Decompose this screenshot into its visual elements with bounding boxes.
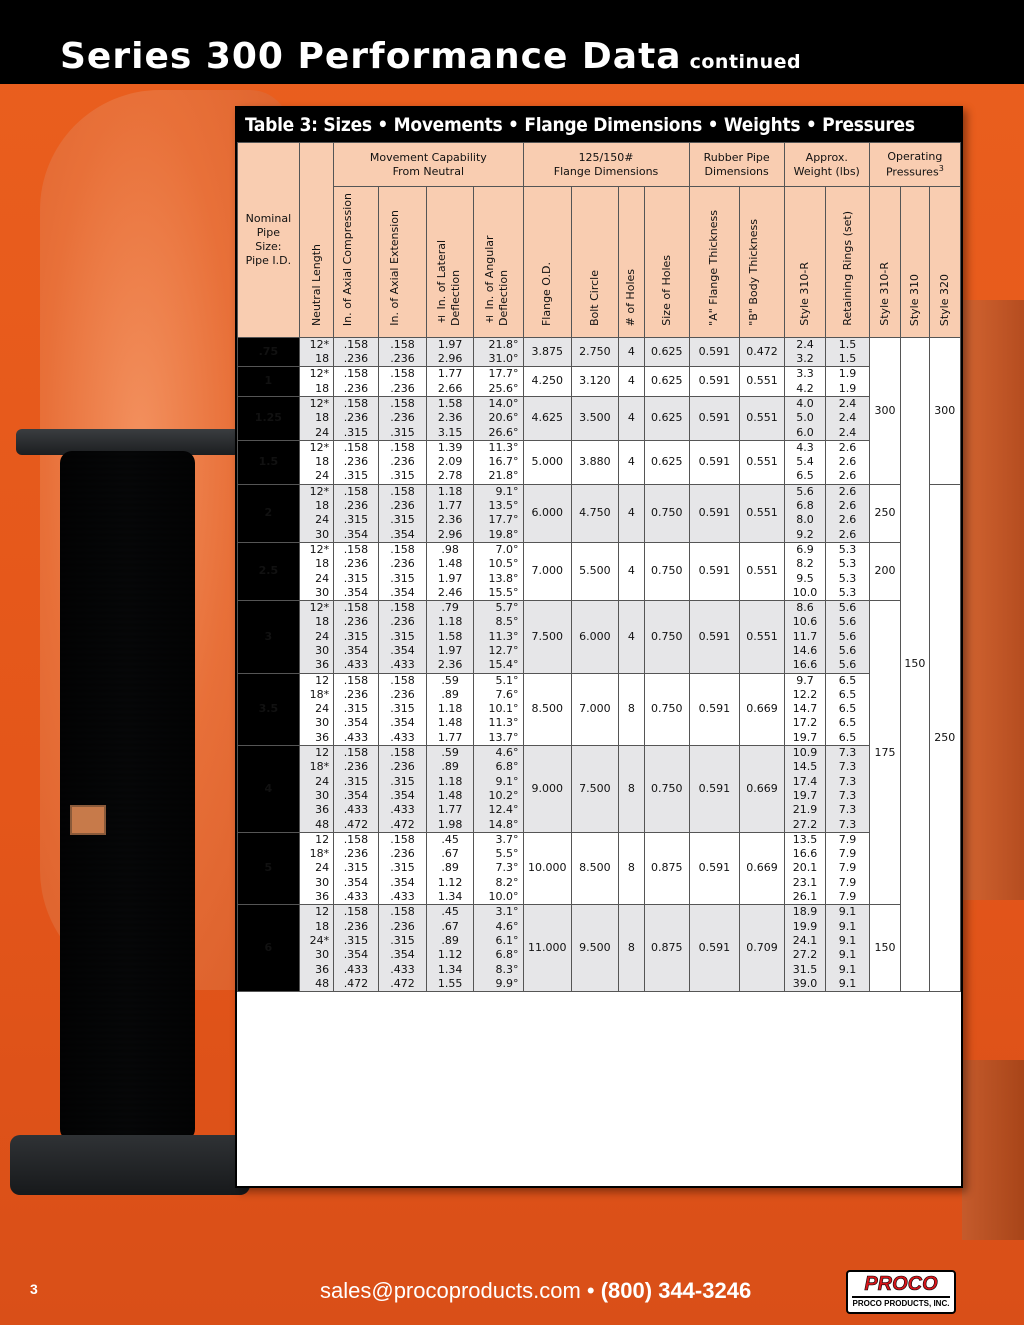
number-of-holes-cell: 4: [618, 484, 644, 542]
b-body-thickness-cell: 0.551: [740, 601, 785, 673]
number-of-holes-cell: 4: [618, 337, 644, 367]
weight-style-310r-cell: 6.9 8.2 9.5 10.0: [784, 542, 826, 600]
header-weight-style-310r: Style 310-R: [784, 187, 826, 338]
size-of-holes-cell: 0.875: [644, 905, 689, 992]
neutral-length-cell: 12* 18 24 30 36: [299, 601, 333, 673]
number-of-holes-cell: 8: [618, 832, 644, 904]
number-of-holes-cell: 4: [618, 440, 644, 484]
b-body-thickness-cell: 0.669: [740, 832, 785, 904]
angular-deflection-cell: 9.1° 13.5° 17.7° 19.8°: [473, 484, 523, 542]
table-row: [238, 746, 961, 833]
page-title-text: Series 300 Performance Data: [60, 36, 682, 77]
neutral-length-cell: 12 18* 24 30 36 48: [299, 746, 333, 833]
bolt-circle-cell: 7.500: [572, 746, 619, 833]
bolt-circle-cell: 5.500: [572, 542, 619, 600]
table-row: [238, 484, 961, 542]
header-pressure-style-310r: Style 310-R: [869, 187, 900, 338]
logo-subtitle: PROCO PRODUCTS, INC.: [852, 1296, 950, 1310]
flange-od-cell: 7.500: [523, 601, 572, 673]
flange-od-cell: 4.625: [523, 396, 572, 440]
angular-deflection-cell: 5.7° 8.5° 11.3° 12.7° 15.4°: [473, 601, 523, 673]
a-flange-thickness-cell: 0.591: [689, 484, 740, 542]
table-row: [238, 601, 961, 673]
axial-extension-cell: .158 .236 .315 .354: [378, 542, 427, 600]
a-flange-thickness-cell: 0.591: [689, 673, 740, 745]
pipe-size-cell: 1.5: [238, 440, 300, 484]
size-of-holes-cell: 0.750: [644, 673, 689, 745]
b-body-thickness-cell: 0.472: [740, 337, 785, 367]
lateral-deflection-cell: 1.39 2.09 2.78: [427, 440, 474, 484]
flange-od-cell: 9.000: [523, 746, 572, 833]
table-row: [238, 673, 961, 745]
pressure-style-310r-cell: 175: [869, 601, 900, 905]
pressure-style-310r-cell: 300: [869, 337, 900, 484]
flange-od-cell: 10.000: [523, 832, 572, 904]
weight-style-310r-cell: 5.6 6.8 8.0 9.2: [784, 484, 826, 542]
header-rubber-pipe-dimensions: Rubber Pipe Dimensions: [689, 143, 784, 187]
angular-deflection-cell: 17.7° 25.6°: [473, 367, 523, 397]
pipe-size-cell: 3: [238, 601, 300, 673]
axial-extension-cell: .158 .236 .315: [378, 440, 427, 484]
bolt-circle-cell: 4.750: [572, 484, 619, 542]
pipe-size-cell: 2.5: [238, 542, 300, 600]
retaining-rings-cell: 1.5 1.5: [826, 337, 870, 367]
neutral-length-cell: 12* 18 24: [299, 440, 333, 484]
weight-style-310r-cell: 2.4 3.2: [784, 337, 826, 367]
a-flange-thickness-cell: 0.591: [689, 367, 740, 397]
axial-compression-cell: .158 .236 .315 .354: [334, 484, 379, 542]
size-of-holes-cell: 0.625: [644, 396, 689, 440]
number-of-holes-cell: 4: [618, 367, 644, 397]
header-bolt-circle: Bolt Circle: [572, 187, 619, 338]
neutral-length-cell: 12 18* 24 30 36: [299, 673, 333, 745]
retaining-rings-cell: 6.5 6.5 6.5 6.5 6.5: [826, 673, 870, 745]
table-row: [238, 367, 961, 397]
weight-style-310r-cell: 13.5 16.6 20.1 23.1 26.1: [784, 832, 826, 904]
page-title: [60, 36, 801, 77]
axial-extension-cell: .158 .236 .315: [378, 396, 427, 440]
lateral-deflection-cell: .45 .67 .89 1.12 1.34: [427, 832, 474, 904]
number-of-holes-cell: 8: [618, 905, 644, 992]
axial-extension-cell: .158 .236 .315 .354 .433: [378, 673, 427, 745]
size-of-holes-cell: 0.625: [644, 367, 689, 397]
table-row: [238, 832, 961, 904]
a-flange-thickness-cell: 0.591: [689, 396, 740, 440]
b-body-thickness-cell: 0.551: [740, 440, 785, 484]
weight-style-310r-cell: 3.3 4.2: [784, 367, 826, 397]
hose-bottom-flange: [10, 1135, 250, 1195]
header-axial-extension: In. of Axial Extension: [378, 187, 427, 338]
axial-compression-cell: .158 .236: [334, 367, 379, 397]
axial-compression-cell: .158 .236: [334, 337, 379, 367]
number-of-holes-cell: 4: [618, 601, 644, 673]
pressure-style-320-cell: 300: [929, 337, 961, 484]
size-of-holes-cell: 0.875: [644, 832, 689, 904]
bolt-circle-cell: 3.500: [572, 396, 619, 440]
pipe-size-cell: 2: [238, 484, 300, 542]
axial-extension-cell: .158 .236: [378, 367, 427, 397]
a-flange-thickness-cell: 0.591: [689, 905, 740, 992]
lateral-deflection-cell: .79 1.18 1.58 1.97 2.36: [427, 601, 474, 673]
axial-compression-cell: .158 .236 .315: [334, 440, 379, 484]
axial-extension-cell: .158 .236 .315 .354 .433: [378, 832, 427, 904]
header-flange-od: Flange O.D.: [523, 187, 572, 338]
flange-od-cell: 4.250: [523, 367, 572, 397]
retaining-rings-cell: 2.6 2.6 2.6: [826, 440, 870, 484]
bolt-circle-cell: 3.880: [572, 440, 619, 484]
performance-table-card: [235, 106, 963, 1188]
retaining-rings-cell: 7.9 7.9 7.9 7.9 7.9: [826, 832, 870, 904]
bolt-circle-cell: 3.120: [572, 367, 619, 397]
header-axial-compression: In. of Axial Compression: [334, 187, 379, 338]
pressure-style-310r-cell: 150: [869, 905, 900, 992]
header-b-body-thickness: "B" Body Thickness: [740, 187, 785, 338]
retaining-rings-cell: 2.6 2.6 2.6 2.6: [826, 484, 870, 542]
a-flange-thickness-cell: 0.591: [689, 746, 740, 833]
size-of-holes-cell: 0.625: [644, 337, 689, 367]
neutral-length-cell: 12 18 24* 30 36 48: [299, 905, 333, 992]
number-of-holes-cell: 8: [618, 746, 644, 833]
hose-tag: [70, 805, 106, 835]
top-bar: [0, 0, 1024, 34]
pressure-style-320-cell: 250: [929, 484, 961, 991]
axial-compression-cell: .158 .236 .315: [334, 396, 379, 440]
a-flange-thickness-cell: 0.591: [689, 542, 740, 600]
footer-phone[interactable]: (800) 344-3246: [600, 1278, 752, 1303]
pipe-size-cell: .75: [238, 337, 300, 367]
b-body-thickness-cell: 0.551: [740, 367, 785, 397]
neutral-length-cell: 12* 18 24 30: [299, 484, 333, 542]
axial-extension-cell: .158 .236 .315 .354: [378, 484, 427, 542]
weight-style-310r-cell: 8.6 10.6 11.7 14.6 16.6: [784, 601, 826, 673]
flange-od-cell: 7.000: [523, 542, 572, 600]
b-body-thickness-cell: 0.551: [740, 484, 785, 542]
footer-email[interactable]: sales@procoproducts.com: [320, 1278, 581, 1303]
header-retaining-rings: Retaining Rings (set): [826, 187, 870, 338]
axial-compression-cell: .158 .236 .315 .354 .433 .472: [334, 746, 379, 833]
footer-separator: •: [586, 1278, 595, 1303]
table-row: [238, 905, 961, 992]
b-body-thickness-cell: 0.551: [740, 396, 785, 440]
retaining-rings-cell: 5.3 5.3 5.3 5.3: [826, 542, 870, 600]
header-movement-capability: Movement Capability From Neutral: [334, 143, 523, 187]
flange-od-cell: 3.875: [523, 337, 572, 367]
retaining-rings-cell: 2.4 2.4 2.4: [826, 396, 870, 440]
axial-compression-cell: .158 .236 .315 .354 .433: [334, 832, 379, 904]
angular-deflection-cell: 11.3° 16.7° 21.8°: [473, 440, 523, 484]
header-pressure-style-310: Style 310: [901, 187, 929, 338]
neutral-length-cell: 12 18* 24 30 36: [299, 832, 333, 904]
axial-extension-cell: .158 .236 .315 .354 .433 .472: [378, 905, 427, 992]
neutral-length-cell: 12* 18 24: [299, 396, 333, 440]
pipe-size-cell: 5: [238, 832, 300, 904]
performance-table: [237, 142, 961, 992]
axial-compression-cell: .158 .236 .315 .354: [334, 542, 379, 600]
angular-deflection-cell: 7.0° 10.5° 13.8° 15.5°: [473, 542, 523, 600]
expansion-joint-photo: [10, 415, 260, 1225]
neutral-length-cell: 12* 18 24 30: [299, 542, 333, 600]
retaining-rings-cell: 7.3 7.3 7.3 7.3 7.3 7.3: [826, 746, 870, 833]
angular-deflection-cell: 4.6° 6.8° 9.1° 10.2° 12.4° 14.8°: [473, 746, 523, 833]
header-a-flange-thickness: "A" Flange Thickness: [689, 187, 740, 338]
weight-style-310r-cell: 9.7 12.2 14.7 17.2 19.7: [784, 673, 826, 745]
axial-extension-cell: .158 .236 .315 .354 .433 .472: [378, 746, 427, 833]
lateral-deflection-cell: 1.97 2.96: [427, 337, 474, 367]
size-of-holes-cell: 0.625: [644, 440, 689, 484]
number-of-holes-cell: 8: [618, 673, 644, 745]
bolt-circle-cell: 6.000: [572, 601, 619, 673]
b-body-thickness-cell: 0.551: [740, 542, 785, 600]
page-number: 3: [30, 1281, 38, 1297]
size-of-holes-cell: 0.750: [644, 542, 689, 600]
b-body-thickness-cell: 0.669: [740, 746, 785, 833]
proco-logo: [846, 1270, 956, 1314]
lateral-deflection-cell: .59 .89 1.18 1.48 1.77 1.98: [427, 746, 474, 833]
axial-extension-cell: .158 .236 .315 .354 .433: [378, 601, 427, 673]
number-of-holes-cell: 4: [618, 396, 644, 440]
flange-od-cell: 11.000: [523, 905, 572, 992]
header-flange-dimensions: 125/150# Flange Dimensions: [523, 143, 689, 187]
b-body-thickness-cell: 0.709: [740, 905, 785, 992]
weight-style-310r-cell: 4.0 5.0 6.0: [784, 396, 826, 440]
axial-extension-cell: .158 .236: [378, 337, 427, 367]
page-title-continued: continued: [689, 51, 802, 73]
header-angular-deflection: ± In. of Angular Deflection: [473, 187, 523, 338]
pipe-size-cell: 3.5: [238, 673, 300, 745]
header-nominal-pipe-size: Nominal Pipe Size: Pipe I.D.: [238, 143, 300, 338]
angular-deflection-cell: 3.1° 4.6° 6.1° 6.8° 8.3° 9.9°: [473, 905, 523, 992]
performance-table-body: [238, 337, 961, 991]
axial-compression-cell: .158 .236 .315 .354 .433 .472: [334, 905, 379, 992]
table-row: [238, 440, 961, 484]
flange-od-cell: 8.500: [523, 673, 572, 745]
header-neutral-length: Neutral Length: [299, 143, 333, 338]
a-flange-thickness-cell: 0.591: [689, 440, 740, 484]
header-lateral-deflection: ± In. of Lateral Deflection: [427, 187, 474, 338]
b-body-thickness-cell: 0.669: [740, 673, 785, 745]
lateral-deflection-cell: .45 .67 .89 1.12 1.34 1.55: [427, 905, 474, 992]
hose-body: [60, 451, 195, 1141]
size-of-holes-cell: 0.750: [644, 746, 689, 833]
header-pressure-style-320: Style 320: [929, 187, 961, 338]
size-of-holes-cell: 0.750: [644, 484, 689, 542]
header-size-of-holes: Size of Holes: [644, 187, 689, 338]
pressure-style-310r-cell: 250: [869, 484, 900, 542]
pressure-style-310-cell: 150: [901, 337, 929, 991]
pressure-style-310r-cell: 200: [869, 542, 900, 600]
header-operating-pressures: Operating Pressures$^3$: [869, 143, 960, 187]
retaining-rings-cell: 9.1 9.1 9.1 9.1 9.1 9.1: [826, 905, 870, 992]
neutral-length-cell: 12* 18: [299, 367, 333, 397]
axial-compression-cell: .158 .236 .315 .354 .433: [334, 601, 379, 673]
bolt-circle-cell: 9.500: [572, 905, 619, 992]
table-row: [238, 337, 961, 367]
lateral-deflection-cell: 1.58 2.36 3.15: [427, 396, 474, 440]
number-of-holes-cell: 4: [618, 542, 644, 600]
pipe-size-cell: 1.25: [238, 396, 300, 440]
flange-od-cell: 6.000: [523, 484, 572, 542]
angular-deflection-cell: 3.7° 5.5° 7.3° 8.2° 10.0°: [473, 832, 523, 904]
flange-od-cell: 5.000: [523, 440, 572, 484]
lateral-deflection-cell: .98 1.48 1.97 2.46: [427, 542, 474, 600]
background-graphic-right-lower: [962, 1060, 1024, 1240]
footer-contact: [320, 1278, 751, 1304]
pipe-size-cell: 1: [238, 367, 300, 397]
header-approx-weight: Approx. Weight (lbs): [784, 143, 869, 187]
pipe-size-cell: 4: [238, 746, 300, 833]
weight-style-310r-cell: 10.9 14.5 17.4 19.7 21.9 27.2: [784, 746, 826, 833]
angular-deflection-cell: 21.8° 31.0°: [473, 337, 523, 367]
retaining-rings-cell: 5.6 5.6 5.6 5.6 5.6: [826, 601, 870, 673]
neutral-length-cell: 12* 18: [299, 337, 333, 367]
table-row: [238, 542, 961, 600]
weight-style-310r-cell: 18.9 19.9 24.1 27.2 31.5 39.0: [784, 905, 826, 992]
angular-deflection-cell: 14.0° 20.6° 26.6°: [473, 396, 523, 440]
lateral-deflection-cell: .59 .89 1.18 1.48 1.77: [427, 673, 474, 745]
table-title: Table 3: Sizes • Movements • Flange Dimensions • Weights • Pressures: [237, 108, 961, 142]
logo-wordmark: PROCO: [864, 1273, 938, 1295]
a-flange-thickness-cell: 0.591: [689, 337, 740, 367]
table-row: [238, 396, 961, 440]
axial-compression-cell: .158 .236 .315 .354 .433: [334, 673, 379, 745]
lateral-deflection-cell: 1.77 2.66: [427, 367, 474, 397]
weight-style-310r-cell: 4.3 5.4 6.5: [784, 440, 826, 484]
bolt-circle-cell: 2.750: [572, 337, 619, 367]
a-flange-thickness-cell: 0.591: [689, 601, 740, 673]
pipe-size-cell: 6: [238, 905, 300, 992]
size-of-holes-cell: 0.750: [644, 601, 689, 673]
angular-deflection-cell: 5.1° 7.6° 10.1° 11.3° 13.7°: [473, 673, 523, 745]
background-graphic-right: [962, 300, 1024, 900]
retaining-rings-cell: 1.9 1.9: [826, 367, 870, 397]
bolt-circle-cell: 8.500: [572, 832, 619, 904]
header-number-of-holes: # of Holes: [618, 187, 644, 338]
bolt-circle-cell: 7.000: [572, 673, 619, 745]
a-flange-thickness-cell: 0.591: [689, 832, 740, 904]
lateral-deflection-cell: 1.18 1.77 2.36 2.96: [427, 484, 474, 542]
